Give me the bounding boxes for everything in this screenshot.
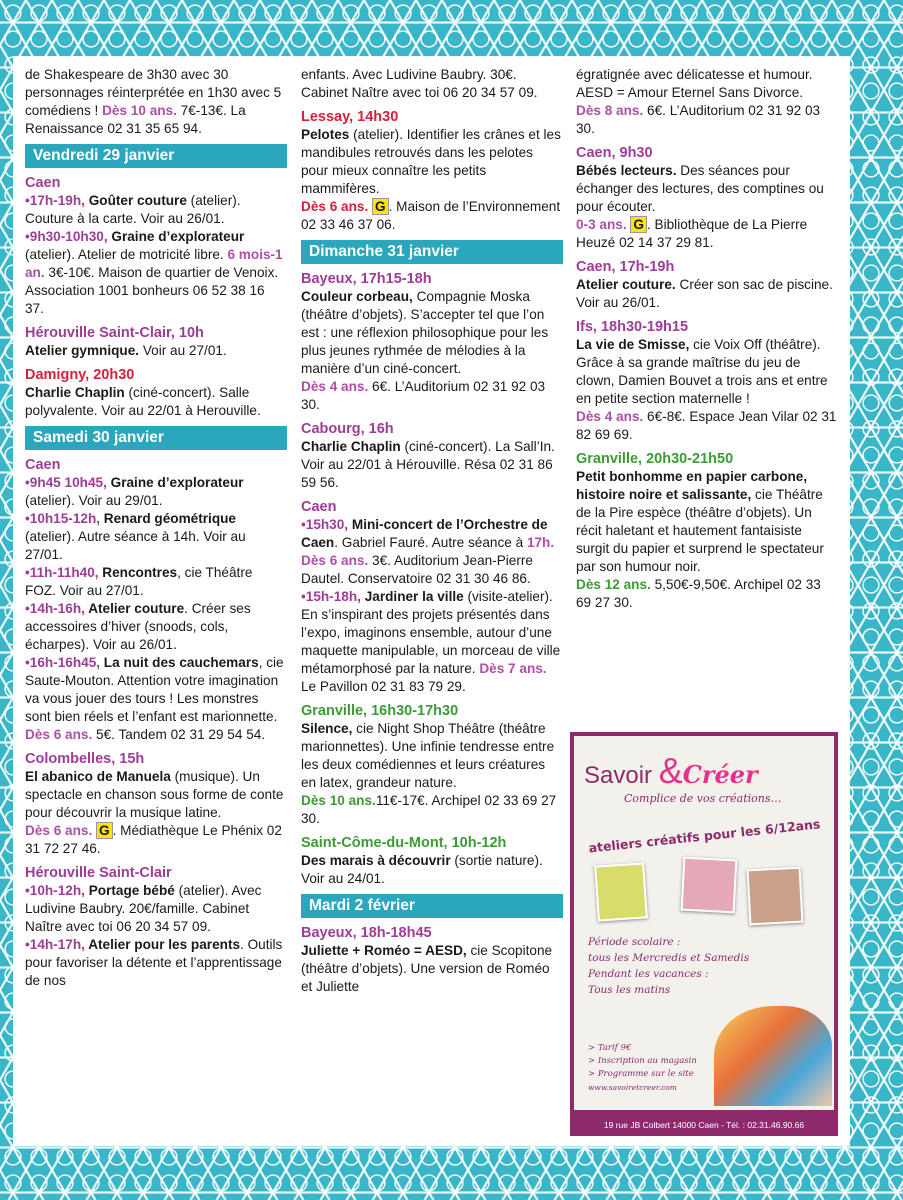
child-photo	[714, 1006, 832, 1106]
day-header: Vendredi 29 janvier	[25, 144, 287, 168]
city-heading: Damigny, 20h30	[25, 367, 135, 383]
city-heading: Hérouville Saint-Clair, 10h	[25, 325, 204, 341]
city-heading: Bayeux, 17h15-18h	[301, 271, 432, 287]
event-text: Bébés lecteurs. Des séances pour échanger des lectures, des comptines ou pour écouter.	[576, 163, 824, 214]
city-heading: Granville, 16h30-17h30	[301, 703, 459, 719]
day-header: Mardi 2 février	[301, 894, 563, 918]
event-text: Dès 4 ans. 6€. L’Auditorium 02 31 92 03 30.	[301, 379, 546, 412]
event-text: Dès 6 ans. G . Médiathèque Le Phénix 02 31 72 27 46.	[25, 823, 282, 856]
photo-thumbnail	[681, 857, 738, 914]
event-text: Dès 8 ans. 6€. L’Auditorium 02 31 92 03 30.	[576, 103, 821, 136]
ad-brand: Savoir &Créer	[584, 750, 758, 791]
event-text: Silence, cie Night Shop Théâtre (théâtre marionnettes). Une infinie tendresse entre les deux comédiennes et leurs créatures en latex, grandeur nature.	[301, 721, 555, 790]
city-heading: Ifs, 18h30-19h15	[576, 319, 689, 335]
event-text: •15h30, Mini-concert de l’Orchestre de Caen. Gabriel Fauré. Autre séance à 17h. Dès 6 ans. 3€. Auditorium Jean-Pierre Dautel. Conservatoire 02 31 30 46 86.	[301, 517, 555, 586]
city-heading: Caen, 17h-19h	[576, 259, 675, 275]
column-1	[25, 66, 287, 990]
city-heading: Caen, 9h30	[576, 145, 653, 161]
event-text: •16h-16h45, La nuit des cauchemars, cie Saute-Mouton. Attention votre imagination va vous jouer des tours ! Les monstres sont bien réels et l’enfant est marionnette. Dès 6 ans. 5€. Tandem 02 31 29 54 54.	[25, 655, 284, 742]
event-text: égratignée avec délicatesse et humour. AESD = Amour Eternel Sans Divorce.	[576, 67, 813, 100]
event-text: Couleur corbeau, Compagnie Moska (théâtre d’objets). S’accepter tel que l’on est : une réflexion philosophique pour les plus jeunes rythmée de mélodies à la manière d’un ciné-concert.	[301, 289, 549, 376]
event-text: Atelier gymnique. Voir au 27/01.	[25, 343, 227, 358]
city-heading: Cabourg, 16h	[301, 421, 394, 437]
event-text: •10h15-12h, Renard géométrique (atelier). Autre séance à 14h. Voir au 27/01.	[25, 511, 246, 562]
advertisement[interactable]	[570, 732, 838, 1136]
city-heading: Caen	[25, 457, 61, 473]
event-text: Dès 6 ans. G . Maison de l’Environnement 02 33 46 37 06.	[301, 199, 561, 232]
event-text: Pelotes (atelier). Identifier les crânes et les mandibules retrouvés dans les pelotes pour mieux connaître les petits mammifères.	[301, 127, 561, 196]
event-text: Dès 4 ans. 6€-8€. Espace Jean Vilar 02 31 82 69 69.	[576, 409, 837, 442]
event-text: El abanico de Manuela (musique). Un spectacle en chanson sous forme de conte pour découvrir la musique latine.	[25, 769, 284, 820]
free-badge: G	[630, 216, 647, 233]
ad-footer: 19 rue JB Colbert 14000 Caen - Tél. : 02.31.46.90.66	[603, 1120, 805, 1130]
ad-panel	[574, 736, 834, 1110]
event-text: 0-3 ans. G . Bibliothèque de La Pierre Heuzé 02 14 37 29 81.	[576, 217, 808, 250]
photo-thumbnail	[747, 867, 804, 926]
event-text: Juliette + Roméo = AESD, cie Scopitone (théâtre d’objets). Une version de Roméo et Juliette	[301, 943, 553, 994]
ad-schedule: Période scolaire : tous les Mercredis et Samedis Pendant les vacances : Tous les matins	[588, 936, 750, 996]
event-text: •14h-17h, Atelier pour les parents. Outils pour favoriser la détente et l’apprentissage de nos	[25, 937, 283, 988]
event-text: Atelier couture. Créer son sac de piscine. Voir au 26/01.	[576, 277, 833, 310]
event-text: •14h-16h, Atelier couture. Créer ses accessoires d’hiver (snoods, cols, écharpes). Voir au 26/01.	[25, 601, 251, 652]
city-heading: Granville, 20h30-21h50	[576, 451, 734, 467]
event-text: Des marais à découvrir (sortie nature). Voir au 24/01.	[301, 853, 543, 886]
event-text: de Shakespeare de 3h30 avec 30 personnages réinterprétée en 1h30 avec 5 comédiens ! Dès 10 ans. 7€-13€. La Renaissance 02 31 35 65 94.	[25, 67, 282, 136]
column-3	[576, 66, 838, 612]
ad-tagline: Complice de vos créations…	[624, 792, 782, 805]
ad-ateliers: ateliers créatifs pour les 6/12ans	[587, 816, 821, 856]
photo-thumbnail	[594, 862, 648, 921]
event-text: Charlie Chaplin (ciné-concert). La Sall’In. Voir au 22/01 à Hérouville. Résa 02 31 86 59 56.	[301, 439, 555, 490]
free-badge: G	[96, 822, 113, 839]
city-heading: Hérouville Saint-Clair	[25, 865, 172, 881]
event-text: •11h-11h40, Rencontres, cie Théâtre FOZ. Voir au 27/01.	[25, 565, 253, 598]
event-text: •9h30-10h30, Graine d’explorateur (atelier). Atelier de motricité libre. 6 mois-1 an. 3€-10€. Maison de quartier de Venoix. Association 1001 bonheurs 06 52 38 16 37.	[25, 229, 283, 316]
city-heading: Lessay, 14h30	[301, 109, 399, 125]
event-text: enfants. Avec Ludivine Baubry. 30€. Cabinet Naître avec toi 06 20 34 57 09.	[301, 67, 538, 100]
column-2	[301, 66, 563, 996]
event-text: Charlie Chaplin (ciné-concert). Salle polyvalente. Voir au 22/01 à Herouville.	[25, 385, 261, 418]
event-text: Dès 10 ans.11€-17€. Archipel 02 33 69 27 30.	[301, 793, 557, 826]
city-heading: Bayeux, 18h-18h45	[301, 925, 432, 941]
city-heading: Saint-Côme-du-Mont, 10h-12h	[301, 835, 507, 851]
event-text: Dès 12 ans. 5,50€-9,50€. Archipel 02 33 69 27 30.	[576, 577, 821, 610]
event-text: La vie de Smisse, cie Voix Off (théâtre). Grâce à sa grande maîtrise du jeu de clown, Damien Bouvet a trois ans et entre en petite section maternelle !	[576, 337, 828, 406]
day-header: Samedi 30 janvier	[25, 426, 287, 450]
free-badge: G	[372, 198, 389, 215]
event-text: •15h-18h, Jardiner la ville (visite-atelier). En s’inspirant des projets présentés dans l’expo, imaginons ensemble, autour d’une maquette manipulable, un morceau de ville métamorphosé par la nature. Dès 7 ans. Le Pavillon 02 31 83 79 29.	[301, 589, 561, 694]
event-text: •17h-19h, Goûter couture (atelier). Couture à la carte. Voir au 26/01.	[25, 193, 241, 226]
city-heading: Caen	[25, 175, 61, 191]
city-heading: Caen	[301, 499, 337, 515]
ad-info: > Tarif 9€ > Inscription au magasin > Programme sur le site www.savoiretcreer.com	[588, 1043, 697, 1092]
city-heading: Colombelles, 15h	[25, 751, 145, 767]
day-header: Dimanche 31 janvier	[301, 240, 563, 264]
event-text: Petit bonhomme en papier carbone, histoire noire et salissante, cie Théâtre de la Pire espèce (théâtre d’objets). Un récit haletant et hautement fantaisiste surgit du papier et surprend le spectateur par son humour noir.	[576, 469, 824, 574]
event-text: •10h-12h, Portage bébé (atelier). Avec Ludivine Baubry. 20€/famille. Cabinet Naître avec toi 06 20 34 57 09.	[25, 883, 262, 934]
event-text: •9h45 10h45, Graine d’explorateur (atelier). Voir au 29/01.	[25, 475, 244, 508]
